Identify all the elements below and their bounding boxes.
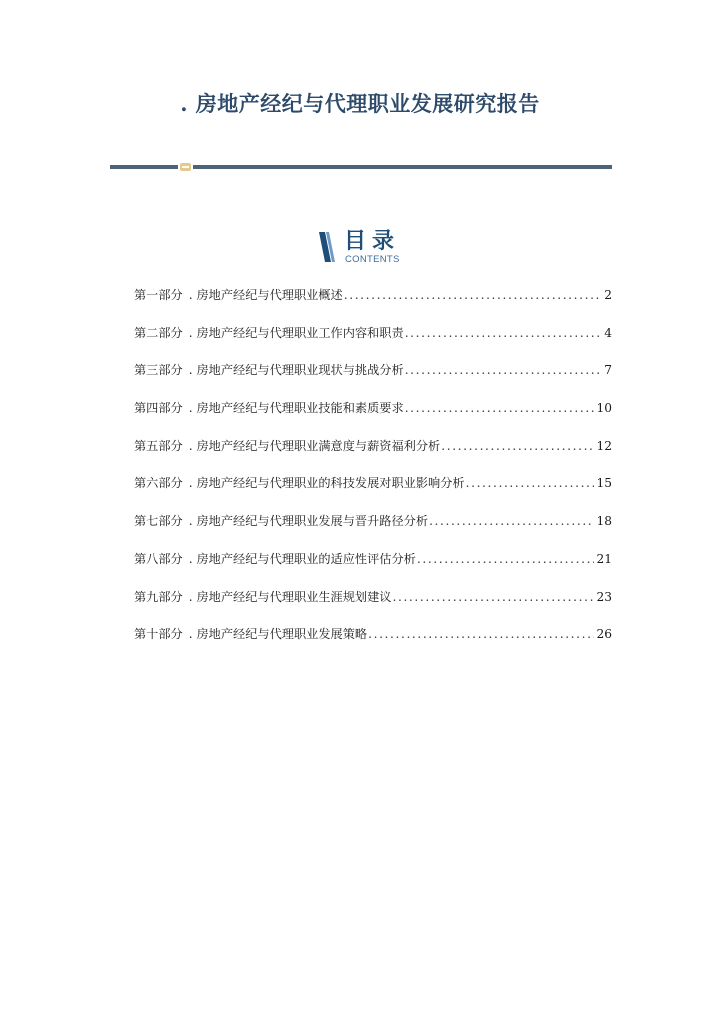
toc-leader-dots: [368, 626, 594, 642]
folder-tab-icon: [180, 163, 191, 171]
toc-entry-title: . 房地产经纪与代理职业技能和素质要求: [188, 401, 404, 416]
divider-bar-right: [193, 165, 612, 169]
toc-heading: 目录: [344, 229, 401, 254]
toc-entry-part: 第九部分: [134, 589, 183, 604]
toc-leader-dots: [405, 400, 595, 416]
toc-entry-page: 18: [596, 514, 612, 529]
toc-entry-title: . 房地产经纪与代理职业满意度与薪资福利分析: [188, 438, 441, 453]
toc-entry[interactable]: [134, 513, 612, 551]
toc-entry-title: . 房地产经纪与代理职业发展策略: [188, 627, 368, 642]
toc-entry-title: . 房地产经纪与代理职业发展与晋升路径分析: [188, 514, 429, 529]
toc-entry-title: . 房地产经纪与代理职业现状与挑战分析: [188, 363, 404, 378]
toc-leader-dots: [393, 589, 595, 605]
toc-leader-dots: [405, 362, 603, 378]
toc-list: [134, 287, 612, 664]
toc-leader-dots: [405, 325, 603, 341]
toc-entry-part: 第一部分: [134, 288, 183, 302]
toc-entry-page: 7: [604, 363, 612, 378]
toc-leader-dots: [344, 287, 602, 303]
toc-entry-page: 26: [596, 627, 612, 642]
toc-entry-title: . 房地产经纪与代理职业概述: [188, 288, 343, 302]
toc-entry-part: 第十部分: [134, 627, 183, 642]
toc-entry[interactable]: [134, 475, 612, 513]
toc-entry-title: . 房地产经纪与代理职业工作内容和职责: [188, 325, 404, 340]
toc-entry-page: 12: [596, 438, 612, 453]
toc-subheading: CONTENTS: [345, 254, 400, 265]
document-title: . 房地产经纪与代理职业发展研究报告: [180, 91, 540, 116]
toc-leader-dots: [441, 438, 594, 454]
toc-entry-part: 第三部分: [134, 363, 183, 378]
toc-entry-page: 4: [604, 325, 612, 340]
toc-entry[interactable]: [134, 287, 612, 325]
toc-entry[interactable]: [134, 362, 612, 400]
toc-entry[interactable]: [134, 325, 612, 363]
toc-entry-title: . 房地产经纪与代理职业生涯规划建议: [188, 589, 392, 604]
toc-entry-page: 10: [596, 401, 612, 416]
toc-entry-part: 第六部分: [134, 476, 183, 491]
toc-entry-part: 第八部分: [134, 551, 183, 566]
toc-header: [318, 230, 428, 266]
title-divider: [110, 163, 612, 171]
toc-entry-page: 2: [604, 288, 612, 302]
toc-entry[interactable]: [134, 551, 612, 589]
toc-entry-page: 23: [596, 589, 612, 604]
toc-leader-dots: [466, 475, 595, 491]
toc-entry-page: 21: [596, 551, 612, 566]
divider-bar-left: [110, 165, 178, 169]
toc-entry-title: . 房地产经纪与代理职业的适应性评估分析: [188, 551, 416, 566]
toc-entry[interactable]: [134, 400, 612, 438]
toc-entry[interactable]: [134, 626, 612, 664]
toc-entry-title: . 房地产经纪与代理职业的科技发展对职业影响分析: [188, 476, 465, 491]
toc-entry-part: 第四部分: [134, 401, 183, 416]
toc-entry-part: 第七部分: [134, 514, 183, 529]
toc-leader-dots: [417, 551, 595, 567]
toc-entry-part: 第二部分: [134, 325, 183, 340]
toc-entry[interactable]: [134, 438, 612, 476]
toc-entry-part: 第五部分: [134, 438, 183, 453]
toc-leader-dots: [429, 513, 594, 529]
toc-entry-page: 15: [596, 476, 612, 491]
toc-entry[interactable]: [134, 589, 612, 627]
slanted-bar-icon: [318, 232, 336, 262]
